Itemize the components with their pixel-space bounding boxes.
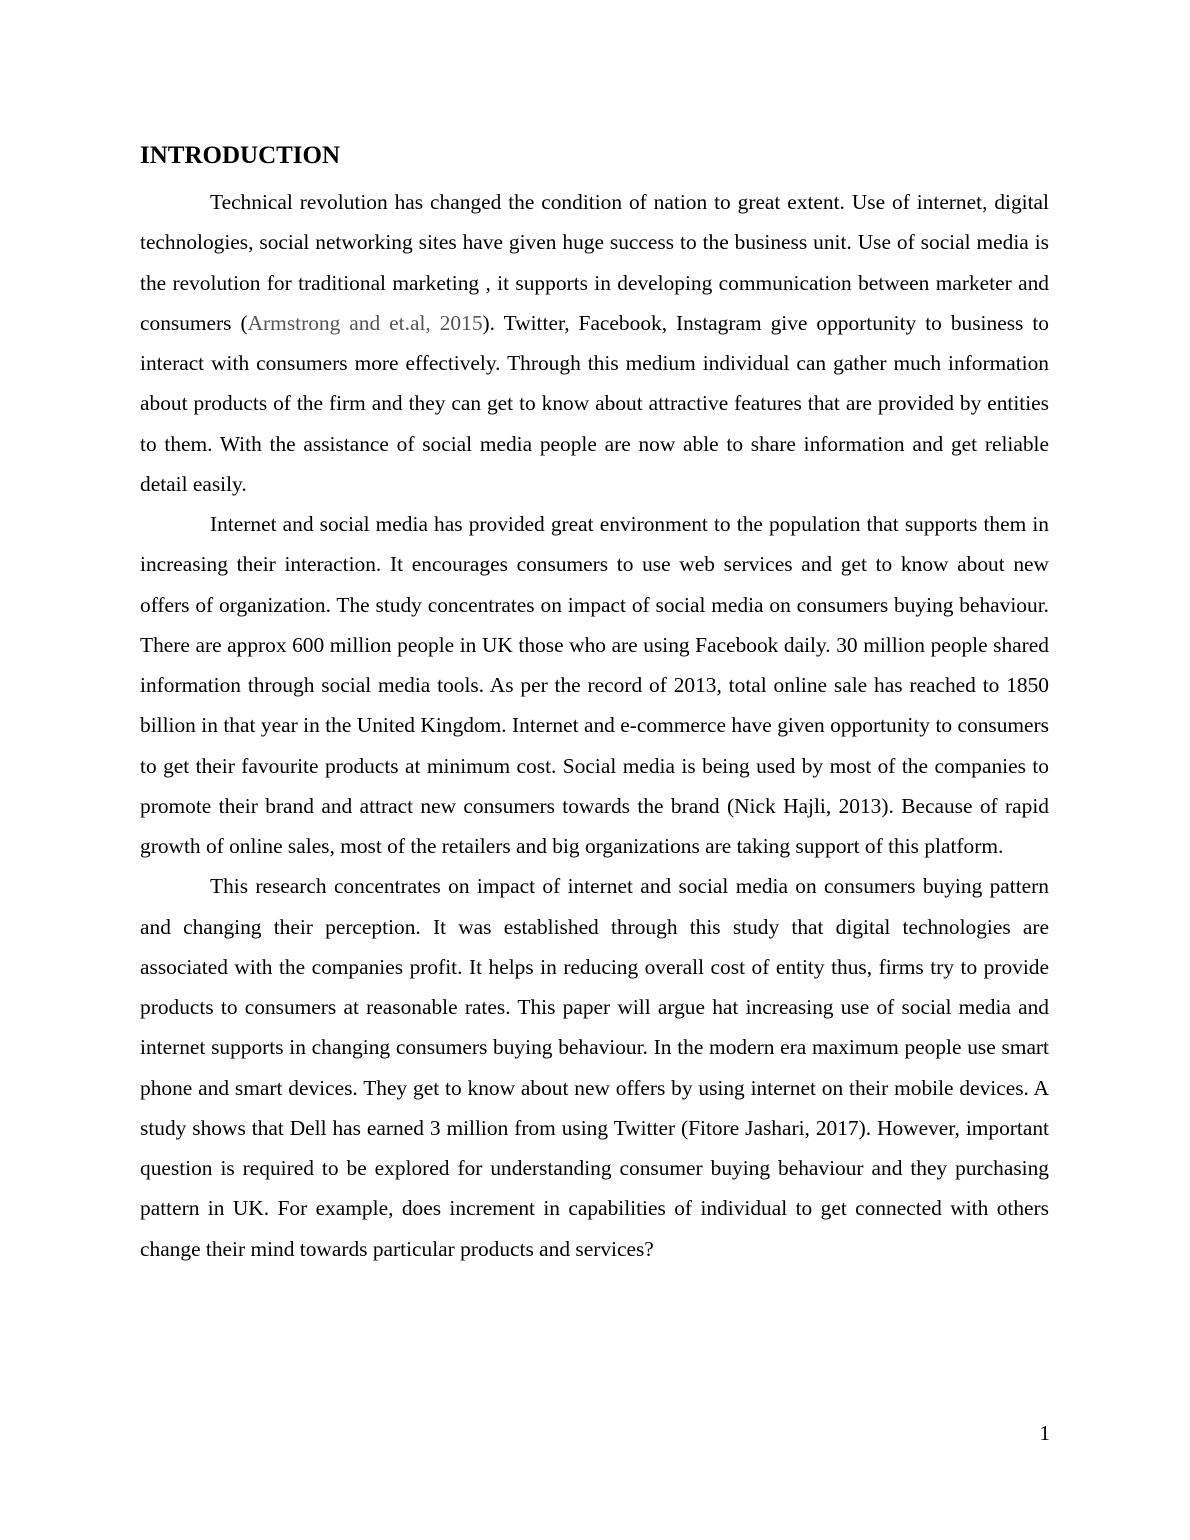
citation-armstrong: Armstrong and et.al, 2015 (247, 310, 483, 335)
paragraph-1-text-start: Technical revolution has changed the condition of nation to great extent. Use of internet, digital technologies, social networking sites have given huge success to the business unit. Use of social media is the revolution for traditional marketing , it supports in developing communication between marketer and consumers ( (140, 190, 1049, 335)
paragraph-1-text-end: ). Twitter, Facebook, Instagram give opportunity to business to interact with consumers more effectively. Through this medium individual can gather much information about products of the firm and they can get to know about attractive features that are provided by entities to them. With the assistance of social media people are now able to share information and get reliable detail easily. (140, 310, 1049, 496)
section-heading: INTRODUCTION (140, 142, 341, 169)
paragraph-2: Internet and social media has provided great environment to the population that supports them in increasing their interaction. It encourages consumers to use web services and get to know about new offers of organization. The study concentrates on impact of social media on consumers buying behaviour. There are approx 600 million people in UK those who are using Facebook daily. 30 million people shared information through social media tools. As per the record of 2013, total online sale has reached to 1850 billion in that year in the United Kingdom. Internet and e-commerce have given opportunity to consumers to get their favourite products at minimum cost. Social media is being used by most of the companies to promote their brand and attract new consumers towards the brand (Nick Hajli, 2013). Because of rapid growth of online sales, most of the retailers and big organizations are taking support of this platform. (140, 512, 1049, 858)
paragraph-3: This research concentrates on impact of internet and social media on consumers buying pattern and changing their perception. It was established through this study that digital technologies are associated with the companies profit. It helps in reducing overall cost of entity thus, firms try to provide products to consumers at reasonable rates. This paper will argue hat increasing use of social media and internet supports in changing consumers buying behaviour. In the modern era maximum people use smart phone and smart devices. They get to know about new offers by using internet on their mobile devices. A study shows that Dell has earned 3 million from using Twitter (Fitore Jashari, 2017). However, important question is required to be explored for understanding consumer buying behaviour and they purchasing pattern in UK. For example, does increment in capabilities of individual to get connected with others change their mind towards particular products and services? (140, 874, 1049, 1261)
page-number: 1 (1039, 1421, 1050, 1445)
document-body (140, 138, 1049, 1269)
paragraph-1 (140, 182, 1049, 504)
